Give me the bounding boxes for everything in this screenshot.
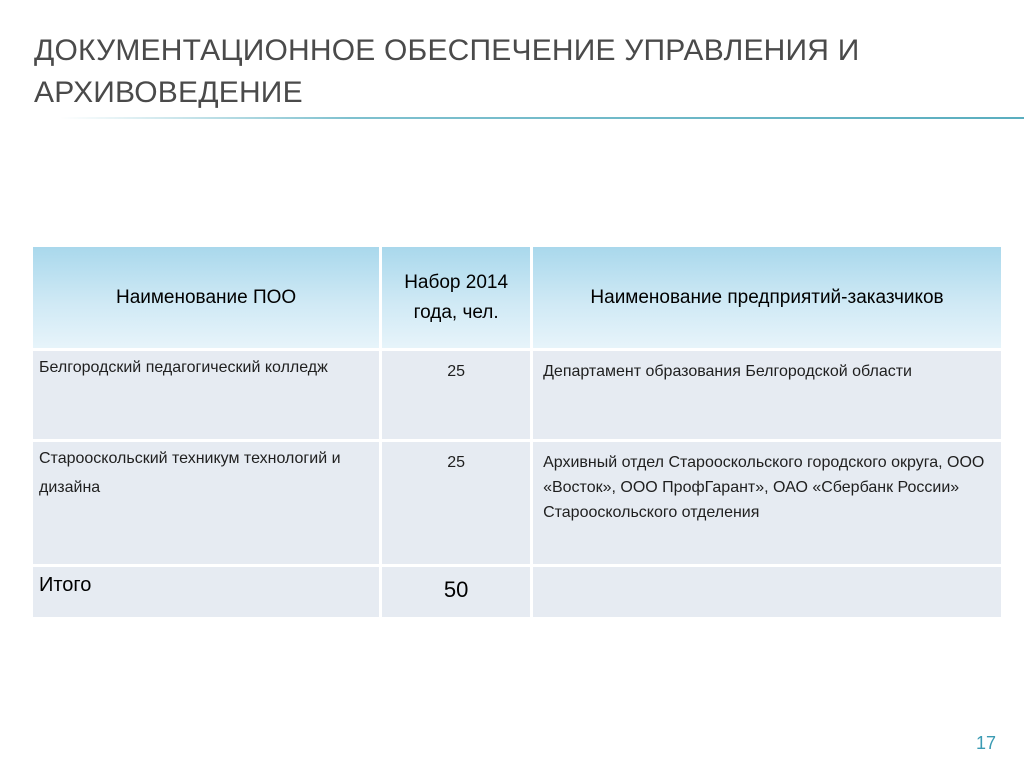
table-row [33, 442, 1001, 567]
table-row [33, 351, 1001, 442]
header-institution-name: Наименование ПОО [33, 247, 382, 351]
table-header-row [33, 247, 1001, 351]
enrollment-cell: 25 [382, 351, 533, 442]
enrollment-cell: 25 [382, 442, 533, 567]
institution-name-cell: Белгородский педагогический колледж [33, 351, 382, 442]
total-label: Итого [33, 567, 382, 620]
slide-title: ДОКУМЕНТАЦИОННОЕ ОБЕСПЕЧЕНИЕ УПРАВЛЕНИЯ И АРХИВОВЕДЕНИЕ [34, 34, 860, 109]
enrollment-table [33, 247, 1001, 620]
header-enrollment-2014: Набор 2014 года, чел. [382, 247, 533, 351]
header-enterprises: Наименование предприятий-заказчиков [533, 247, 1001, 351]
total-empty-cell [533, 567, 1001, 620]
title-divider [60, 117, 1024, 119]
page-number: 17 [975, 733, 996, 753]
institution-name-cell: Старооскольский техникум технологий и дизайна [33, 442, 382, 567]
enterprises-cell: Архивный отдел Старооскольского городского округа, ООО «Восток», ООО ПрофГарант», ОАО «Сбербанк России» Старооскольского отделения [533, 442, 1001, 567]
total-value: 50 [382, 567, 533, 620]
enterprises-cell: Департамент образования Белгородской области [533, 351, 1001, 442]
table-total-row [33, 567, 1001, 620]
